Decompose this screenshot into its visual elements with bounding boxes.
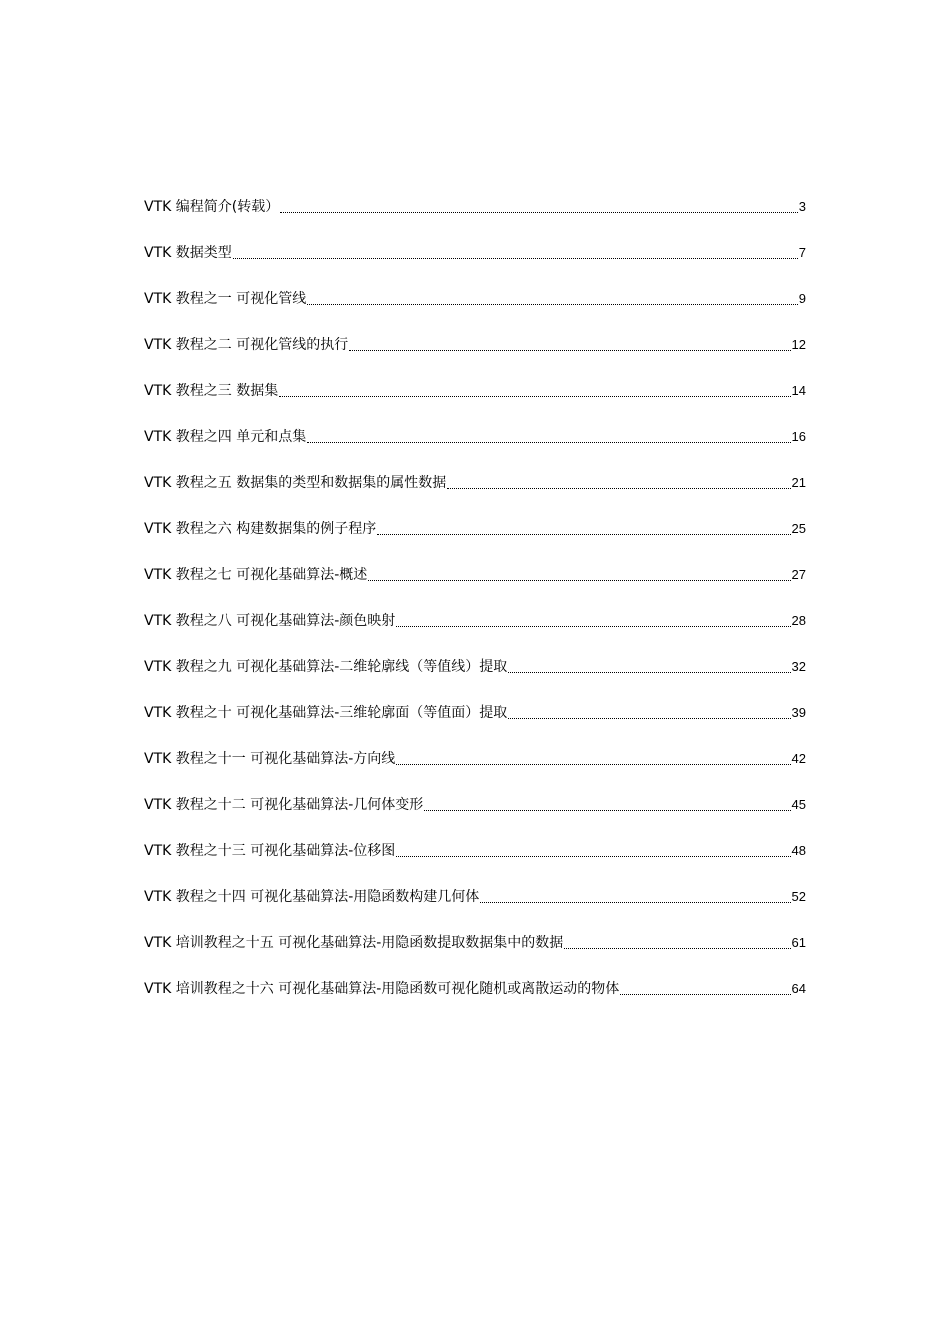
toc-dot-leader (307, 303, 798, 305)
toc-entry-title: VTK 培训教程之十六 可视化基础算法-用隐函数可视化随机或离散运动的物体 (144, 981, 620, 997)
toc-entry[interactable] (144, 356, 806, 402)
toc-entry-page: 21 (791, 475, 806, 490)
table-of-contents (144, 172, 806, 1000)
toc-entry-page: 39 (791, 705, 806, 720)
toc-entry-title: VTK 教程之二 可视化管线的执行 (144, 337, 349, 353)
toc-entry[interactable] (144, 402, 806, 448)
toc-entry[interactable] (144, 264, 806, 310)
toc-dot-leader (447, 487, 790, 489)
toc-entry-page: 27 (791, 567, 806, 582)
toc-entry-title: VTK 教程之七 可视化基础算法-概述 (144, 567, 368, 583)
toc-entry[interactable] (144, 632, 806, 678)
toc-entry-title: VTK 教程之十二 可视化基础算法-几何体变形 (144, 797, 424, 813)
toc-entry-page: 3 (798, 199, 806, 214)
toc-entry-page: 42 (791, 751, 806, 766)
toc-entry-title: VTK 教程之三 数据集 (144, 383, 279, 399)
toc-entry-title: VTK 教程之十四 可视化基础算法-用隐函数构建几何体 (144, 889, 480, 905)
toc-entry-title: VTK 教程之一 可视化管线 (144, 291, 307, 307)
toc-entry[interactable] (144, 862, 806, 908)
toc-dot-leader (620, 993, 790, 995)
toc-entry[interactable] (144, 954, 806, 1000)
toc-entry-title: VTK 培训教程之十五 可视化基础算法-用隐函数提取数据集中的数据 (144, 935, 564, 951)
toc-dot-leader (396, 763, 790, 765)
toc-entry-page: 14 (791, 383, 806, 398)
toc-dot-leader (564, 947, 790, 949)
toc-entry-title: VTK 教程之四 单元和点集 (144, 429, 307, 445)
toc-entry-title: VTK 教程之五 数据集的类型和数据集的属性数据 (144, 475, 447, 491)
toc-dot-leader (349, 349, 790, 351)
toc-entry[interactable] (144, 908, 806, 954)
toc-dot-leader (424, 809, 790, 811)
toc-entry[interactable] (144, 770, 806, 816)
toc-dot-leader (280, 211, 798, 213)
toc-entry[interactable] (144, 678, 806, 724)
toc-entry-title: VTK 教程之六 构建数据集的例子程序 (144, 521, 377, 537)
toc-entry-page: 32 (791, 659, 806, 674)
toc-entry-page: 64 (791, 981, 806, 996)
toc-entry-title: VTK 教程之十一 可视化基础算法-方向线 (144, 751, 396, 767)
toc-dot-leader (508, 717, 790, 719)
toc-entry-page: 28 (791, 613, 806, 628)
toc-entry[interactable] (144, 540, 806, 586)
toc-dot-leader (480, 901, 790, 903)
toc-entry[interactable] (144, 448, 806, 494)
toc-dot-leader (233, 257, 798, 259)
toc-entry[interactable] (144, 586, 806, 632)
toc-entry-title: VTK 教程之九 可视化基础算法-二维轮廓线（等值线）提取 (144, 659, 508, 675)
toc-entry-page: 9 (798, 291, 806, 306)
toc-entry[interactable] (144, 172, 806, 218)
toc-entry-page: 12 (791, 337, 806, 352)
toc-dot-leader (396, 625, 790, 627)
toc-dot-leader (377, 533, 790, 535)
toc-dot-leader (396, 855, 790, 857)
toc-entry-title: VTK 编程简介(转载） (144, 199, 280, 215)
toc-entry-title: VTK 数据类型 (144, 245, 232, 261)
toc-entry[interactable] (144, 310, 806, 356)
toc-entry[interactable] (144, 218, 806, 264)
toc-entry-title: VTK 教程之十 可视化基础算法-三维轮廓面（等值面）提取 (144, 705, 508, 721)
toc-entry[interactable] (144, 816, 806, 862)
toc-entry[interactable] (144, 494, 806, 540)
toc-entry-page: 16 (791, 429, 806, 444)
toc-entry-page: 7 (798, 245, 806, 260)
toc-entry-page: 45 (791, 797, 806, 812)
toc-entry-title: VTK 教程之八 可视化基础算法-颜色映射 (144, 613, 396, 629)
toc-entry-title: VTK 教程之十三 可视化基础算法-位移图 (144, 843, 396, 859)
toc-dot-leader (508, 671, 790, 673)
toc-entry-page: 61 (791, 935, 806, 950)
toc-dot-leader (307, 441, 790, 443)
toc-entry-page: 25 (791, 521, 806, 536)
toc-entry-page: 48 (791, 843, 806, 858)
toc-dot-leader (368, 579, 790, 581)
toc-dot-leader (279, 395, 790, 397)
toc-entry[interactable] (144, 724, 806, 770)
toc-entry-page: 52 (791, 889, 806, 904)
